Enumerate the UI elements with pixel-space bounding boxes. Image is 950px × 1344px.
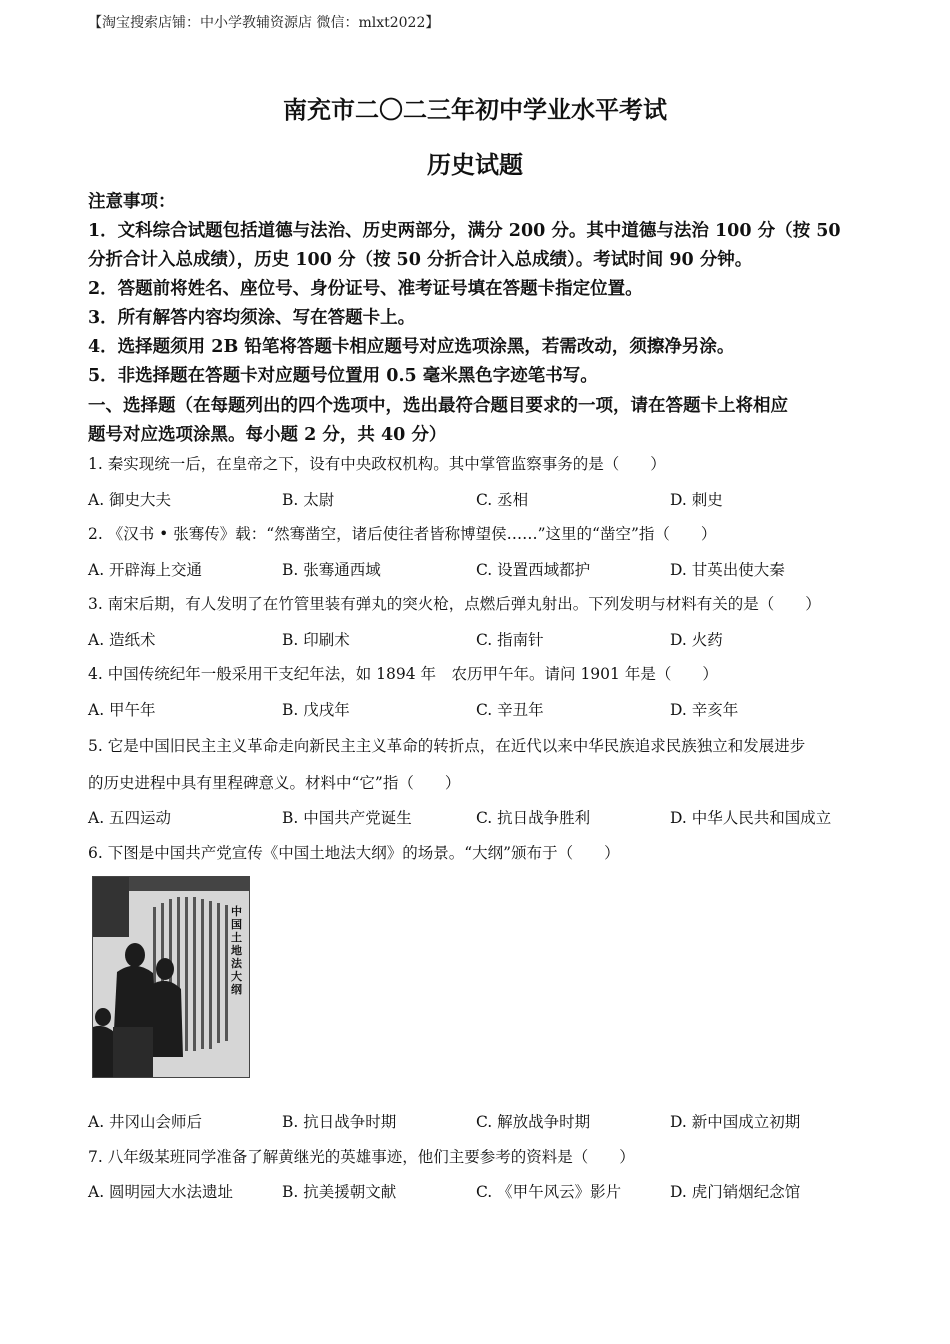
option-d: D. 辛亥年 (670, 701, 739, 719)
option-a: A. 御史大夫 (88, 491, 172, 509)
question-options (88, 488, 868, 512)
notice-line: 2．答题前将姓名、座位号、身份证号、准考证号填在答题卡指定位置。 (88, 279, 643, 299)
option-c: C. 解放战争时期 (476, 1113, 591, 1131)
question-stem: 2. 《汉书 • 张骞传》载：“然骞凿空，诸后使往者皆称博望侯……”这里的“凿空”指（ ） (88, 525, 717, 543)
option-b: B. 抗美援朝文献 (282, 1183, 397, 1201)
option-b: B. 戊戌年 (282, 701, 350, 719)
notice-line: 5．非选择题在答题卡对应题号位置用 0.5 毫米黑色字迹笔书写。 (88, 366, 598, 386)
option-d: D. 刺史 (670, 491, 723, 509)
question-stem: 的历史进程中具有里程碑意义。材料中“它”指（ ） (88, 774, 461, 792)
notice-line: 3．所有解答内容均须涂、写在答题卡上。 (88, 308, 416, 328)
header-note: 【淘宝搜索店铺：中小学教辅资源店 微信：mlxt2022】 (88, 15, 440, 31)
notice-heading: 注意事项： (88, 192, 176, 212)
notice-line: 1．文科综合试题包括道德与法治、历史两部分，满分 200 分。其中道德与法治 100 分（按 50 (88, 221, 841, 241)
option-a: A. 五四运动 (88, 809, 172, 827)
option-a: A. 造纸术 (88, 631, 156, 649)
question-options (88, 558, 868, 582)
question-options (88, 806, 868, 830)
option-c: C. 设置西域都护 (476, 561, 591, 579)
option-d: D. 虎门销烟纪念馆 (670, 1183, 801, 1201)
option-b: B. 中国共产党诞生 (282, 809, 412, 827)
option-b: B. 太尉 (282, 491, 335, 509)
option-c: C. 辛丑年 (476, 701, 544, 719)
question-options (88, 698, 868, 722)
photo-caption: 中国土地法大纲 (231, 905, 242, 996)
option-d: D. 火药 (670, 631, 723, 649)
option-d: D. 中华人民共和国成立 (670, 809, 832, 827)
page-subtitle: 历史试题 (427, 150, 523, 179)
question-options (88, 1110, 868, 1134)
option-c: C. 指南针 (476, 631, 544, 649)
page-title: 南充市二〇二三年初中学业水平考试 (283, 95, 667, 124)
notice-line: 4．选择题须用 2B 铅笔将答题卡相应题号对应选项涂黑，若需改动，须擦净另涂。 (88, 337, 735, 357)
question-options (88, 1180, 868, 1204)
option-a: A. 圆明园大水法遗址 (88, 1183, 234, 1201)
option-c: C. 抗日战争胜利 (476, 809, 591, 827)
option-c: C. 《甲午风云》影片 (476, 1183, 622, 1201)
option-b: B. 抗日战争时期 (282, 1113, 397, 1131)
question-stem: 7. 八年级某班同学准备了解黄继光的英雄事迹，他们主要参考的资料是（ ） (88, 1148, 635, 1166)
question-stem: 6. 下图是中国共产党宣传《中国土地法大纲》的场景。“大纲”颁布于（ ） (88, 844, 620, 862)
question-stem: 5. 它是中国旧民主主义革命走向新民主主义革命的转折点，在近代以来中华民族追求民族独立和发展进步 (88, 737, 806, 755)
option-a: A. 甲午年 (88, 701, 156, 719)
question-stem: 3. 南宋后期，有人发明了在竹管里装有弹丸的突火枪，点燃后弹丸射出。下列发明与材料有关的是（ ） (88, 595, 821, 613)
question-stem: 4. 中国传统纪年一般采用干支纪年法，如 1894 年 农历甲午年。请问 1901 年是（ ） (88, 665, 718, 683)
notice-line: 分折合计入总成绩），历史 100 分（按 50 分折合计入总成绩）。考试时间 90 分钟。 (88, 250, 753, 270)
section-heading: 一、选择题（在每题列出的四个选项中，选出最符合题目要求的一项，请在答题卡上将相应 (88, 396, 788, 416)
option-d: D. 新中国成立初期 (670, 1113, 801, 1131)
option-c: C. 丞相 (476, 491, 529, 509)
question-stem: 1. 秦实现统一后，在皇帝之下，设有中央政权机构。其中掌管监察事务的是（ ） (88, 455, 666, 473)
question-options (88, 628, 868, 652)
option-b: B. 印刷术 (282, 631, 350, 649)
option-a: A. 开辟海上交通 (88, 561, 203, 579)
option-d: D. 甘英出使大秦 (670, 561, 785, 579)
section-heading: 题号对应选项涂黑。每小题 2 分，共 40 分） (88, 425, 447, 445)
option-a: A. 井冈山会师后 (88, 1113, 203, 1131)
option-b: B. 张骞通西域 (282, 561, 381, 579)
historical-photo (92, 876, 250, 1078)
